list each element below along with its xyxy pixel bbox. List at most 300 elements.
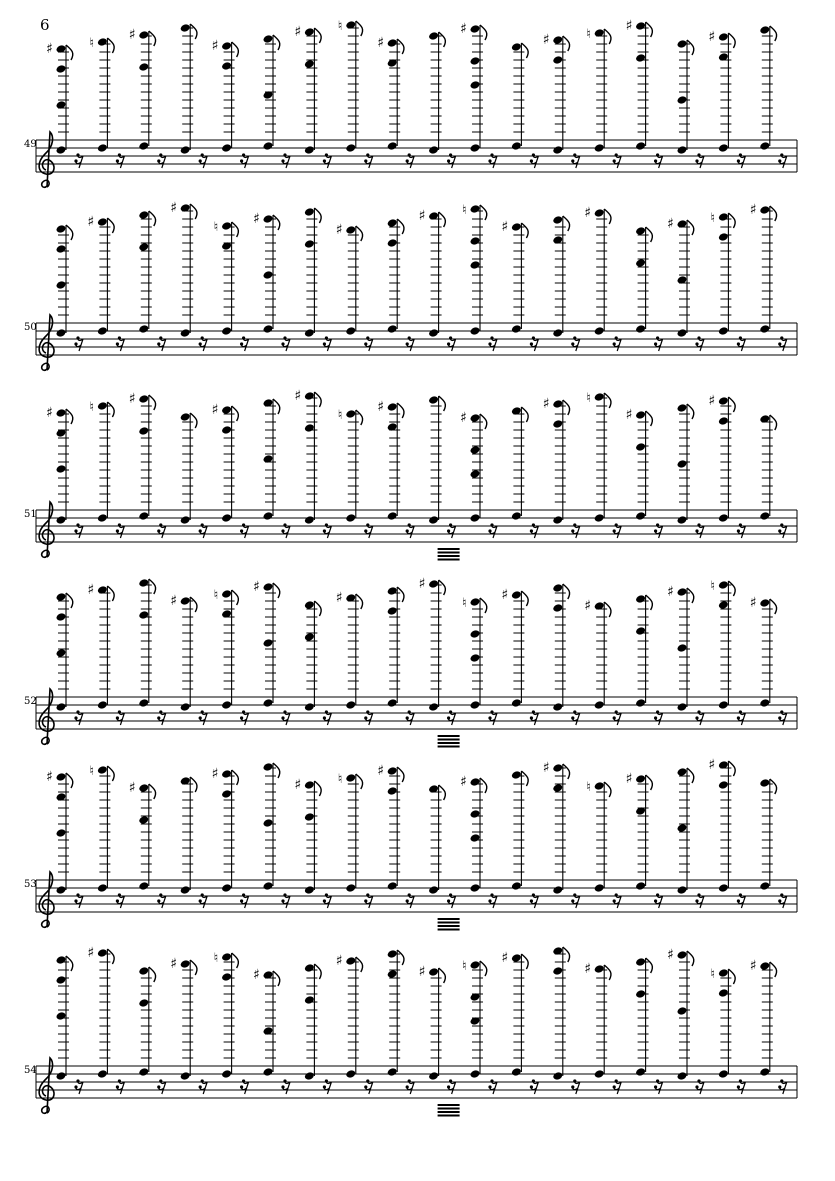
rest-dot — [116, 342, 119, 345]
rest-dot — [366, 153, 369, 156]
rest-dot — [532, 1079, 535, 1082]
notehead — [470, 260, 481, 270]
rest-dot — [76, 893, 79, 896]
sharp-icon: ♯ — [749, 958, 757, 974]
natural-icon: ♮ — [462, 596, 467, 611]
rest-dot — [449, 893, 452, 896]
rest-dot — [780, 1079, 783, 1082]
sharp-icon: ♯ — [211, 766, 219, 782]
notehead — [56, 828, 67, 838]
notehead — [345, 409, 356, 419]
notehead — [221, 589, 232, 599]
notehead — [97, 765, 108, 775]
rest-dot — [739, 893, 742, 896]
measure-number: 49 — [24, 139, 37, 150]
notehead — [677, 95, 688, 105]
rest-dot — [325, 336, 328, 339]
notehead — [759, 598, 770, 608]
rest-dot — [571, 159, 574, 162]
rest-dot — [118, 336, 121, 339]
notehead — [552, 1071, 563, 1081]
notehead — [552, 763, 563, 773]
note-flag — [66, 225, 73, 240]
notehead — [56, 975, 67, 985]
note-flag — [190, 24, 197, 39]
notehead — [180, 596, 191, 606]
natural-icon: ♮ — [337, 772, 343, 787]
rest-dot — [488, 342, 491, 345]
rest-dot — [157, 716, 160, 719]
notehead — [387, 586, 398, 596]
notehead — [511, 141, 522, 151]
rest-dot — [573, 1079, 576, 1082]
note-flag — [190, 413, 197, 428]
notehead — [470, 960, 481, 970]
note-flag — [521, 223, 528, 238]
note-group — [87, 945, 124, 1094]
notehead — [138, 62, 149, 72]
rest-dot — [74, 342, 77, 345]
note-flag — [439, 396, 446, 411]
note-group — [710, 967, 745, 1094]
note-flag — [563, 216, 570, 231]
notehead — [263, 34, 274, 44]
rest-dot — [532, 153, 535, 156]
notehead — [718, 326, 729, 336]
rest-dot — [201, 336, 204, 339]
notehead — [511, 324, 522, 334]
rest-dot — [199, 159, 202, 162]
rest-dot — [116, 1085, 119, 1088]
notehead — [387, 698, 398, 708]
sharp-icon: ♯ — [584, 205, 591, 221]
notehead — [718, 416, 729, 426]
rest-dot — [488, 899, 491, 902]
rest-dot — [571, 342, 574, 345]
rest-dot — [157, 899, 160, 902]
notehead — [138, 998, 149, 1008]
beam — [438, 746, 460, 748]
notehead — [677, 823, 688, 833]
note-group — [46, 41, 83, 168]
natural-icon: ♮ — [89, 400, 95, 415]
rest-dot — [778, 342, 781, 345]
beam — [438, 929, 460, 931]
note-flag — [728, 581, 735, 596]
notehead — [304, 963, 315, 973]
notehead — [594, 143, 605, 153]
notehead — [138, 30, 149, 40]
notehead — [470, 700, 481, 710]
notehead — [428, 967, 439, 977]
rest-dot — [76, 1079, 79, 1082]
notehead — [635, 324, 646, 334]
rest-dot — [406, 342, 409, 345]
rest-dot — [240, 529, 243, 532]
system-2 — [24, 322, 37, 333]
notehead — [304, 885, 315, 895]
note-flag — [728, 969, 735, 984]
rest-dot — [76, 336, 79, 339]
rest-dot — [199, 529, 202, 532]
sharp-icon: ♯ — [46, 41, 53, 57]
notehead — [428, 885, 439, 895]
notehead — [304, 423, 315, 433]
note-group — [294, 388, 331, 538]
rest-dot — [116, 159, 119, 162]
rest-dot — [615, 1079, 618, 1082]
notehead — [552, 145, 563, 155]
notehead — [594, 326, 605, 336]
rest-dot — [778, 1085, 781, 1088]
rest-dot — [201, 893, 204, 896]
notehead — [511, 881, 522, 891]
notehead — [635, 258, 646, 268]
rest-dot — [406, 529, 409, 532]
rest-dot — [780, 523, 783, 526]
note-group — [214, 951, 249, 1094]
note-flag — [728, 33, 735, 48]
notehead — [677, 515, 688, 525]
notehead — [635, 410, 646, 420]
sharp-icon: ♯ — [377, 763, 384, 779]
note-group — [253, 579, 290, 725]
notehead — [552, 35, 563, 45]
note-group — [253, 967, 290, 1094]
note-group — [263, 762, 290, 908]
note-group — [46, 769, 83, 908]
rest-dot — [695, 1085, 698, 1088]
rest-dot — [737, 899, 740, 902]
note-group — [635, 226, 662, 351]
sharp-icon: ♯ — [667, 584, 674, 600]
notehead — [221, 700, 232, 710]
notehead — [677, 39, 688, 49]
rest-dot — [532, 336, 535, 339]
notehead — [138, 815, 149, 825]
measure-number: 54 — [24, 1065, 37, 1076]
notehead — [470, 629, 481, 639]
rest-dot — [366, 893, 369, 896]
rest-dot — [281, 716, 284, 719]
note-flag — [149, 579, 156, 594]
rest-dot — [408, 710, 411, 713]
notehead — [718, 700, 729, 710]
rest-dot — [697, 1079, 700, 1082]
note-group — [304, 207, 331, 351]
rest-dot — [364, 899, 367, 902]
natural-icon: ♮ — [337, 408, 343, 423]
rest-dot — [159, 523, 162, 526]
notehead — [304, 812, 315, 822]
notehead — [428, 395, 439, 405]
notehead — [97, 37, 108, 47]
note-flag — [107, 766, 114, 781]
note-flag — [314, 781, 321, 796]
note-group — [677, 767, 704, 908]
sharp-icon: ♯ — [211, 402, 219, 418]
notehead — [56, 64, 67, 74]
note-flag — [770, 599, 777, 614]
notehead — [138, 881, 149, 891]
note-flag — [439, 968, 446, 983]
note-flag — [107, 218, 114, 233]
notehead — [594, 208, 605, 218]
notehead — [387, 1067, 398, 1077]
notehead — [263, 141, 274, 151]
notehead — [470, 833, 481, 843]
note-flag — [728, 397, 735, 412]
notehead — [97, 1069, 108, 1079]
notehead — [635, 594, 646, 604]
notehead — [470, 1069, 481, 1079]
rest-dot — [780, 336, 783, 339]
notehead — [635, 957, 646, 967]
note-group — [708, 757, 745, 908]
rest-dot — [118, 893, 121, 896]
note-flag — [563, 764, 570, 779]
rest-dot — [76, 153, 79, 156]
rest-dot — [530, 1085, 533, 1088]
sharp-icon: ♯ — [501, 219, 509, 235]
note-group — [501, 587, 538, 725]
notehead — [511, 1067, 522, 1077]
sharp-icon: ♯ — [170, 200, 177, 216]
rest-dot — [573, 336, 576, 339]
notehead — [304, 702, 315, 712]
rest-dot — [615, 153, 618, 156]
rest-dot — [159, 1079, 162, 1082]
notehead — [221, 972, 232, 982]
beam — [438, 1108, 460, 1110]
rest-dot — [530, 159, 533, 162]
rest-dot — [199, 342, 202, 345]
note-group — [759, 25, 786, 168]
note-group — [759, 414, 786, 538]
notehead — [97, 883, 108, 893]
rest-dot — [695, 159, 698, 162]
note-flag — [397, 950, 404, 965]
sharp-icon: ♯ — [667, 216, 674, 232]
rest-dot — [408, 153, 411, 156]
notehead — [97, 513, 108, 523]
notehead — [345, 956, 356, 966]
rest-dot — [695, 529, 698, 532]
note-flag — [232, 953, 239, 968]
rest-dot — [201, 153, 204, 156]
rest-dot — [118, 710, 121, 713]
notehead — [138, 324, 149, 334]
notehead — [221, 221, 232, 231]
sharp-icon: ♯ — [542, 396, 550, 412]
rest-dot — [242, 710, 245, 713]
notehead — [470, 883, 481, 893]
natural-icon: ♮ — [710, 211, 716, 226]
sharp-icon: ♯ — [335, 222, 343, 238]
notehead — [387, 324, 398, 334]
rest-dot — [325, 523, 328, 526]
rest-dot — [157, 342, 160, 345]
rest-dot — [615, 336, 618, 339]
rest-dot — [613, 1085, 616, 1088]
rest-dot — [118, 1079, 121, 1082]
notehead — [594, 964, 605, 974]
note-flag — [397, 403, 404, 418]
system-1 — [24, 139, 37, 150]
note-flag — [149, 395, 156, 410]
notehead — [263, 762, 274, 772]
page-number: 6 — [40, 16, 50, 34]
system-4 — [24, 696, 37, 707]
notehead — [677, 459, 688, 469]
note-group — [338, 19, 373, 168]
beam — [438, 552, 460, 554]
natural-icon: ♮ — [89, 764, 95, 779]
sharp-icon: ♯ — [708, 29, 716, 45]
note-group — [543, 396, 580, 538]
notehead — [97, 217, 108, 227]
sharp-icon: ♯ — [584, 598, 591, 614]
notehead — [304, 145, 315, 155]
rest-dot — [364, 1085, 367, 1088]
rest-dot — [571, 899, 574, 902]
note-group — [462, 203, 497, 351]
notehead — [97, 143, 108, 153]
rest-dot — [530, 529, 533, 532]
note-group — [253, 211, 290, 351]
note-group — [667, 947, 704, 1094]
notehead — [387, 238, 398, 248]
sharp-icon: ♯ — [253, 211, 260, 227]
sharp-icon: ♯ — [294, 388, 302, 404]
notehead — [635, 53, 646, 63]
notehead — [759, 25, 770, 35]
sharp-icon: ♯ — [335, 953, 343, 969]
notehead — [470, 236, 481, 246]
sharp-icon: ♯ — [542, 760, 550, 776]
natural-icon: ♮ — [462, 203, 467, 218]
note-group — [501, 950, 538, 1094]
rest-dot — [74, 716, 77, 719]
beam — [438, 1111, 460, 1113]
rest-dot — [74, 159, 77, 162]
notehead — [470, 413, 481, 423]
note-flag — [563, 584, 570, 599]
sharp-icon: ♯ — [170, 593, 177, 609]
notehead — [428, 145, 439, 155]
sharp-icon: ♯ — [128, 27, 136, 43]
note-flag — [687, 40, 694, 55]
note-flag — [563, 400, 570, 415]
rest-dot — [739, 710, 742, 713]
notehead — [718, 780, 729, 790]
note-group — [138, 578, 165, 725]
notehead — [677, 643, 688, 653]
notehead — [221, 513, 232, 523]
rest-dot — [281, 159, 284, 162]
note-flag — [356, 774, 363, 789]
beam — [438, 1115, 460, 1117]
rest-dot — [656, 893, 659, 896]
rest-dot — [283, 523, 286, 526]
rest-dot — [159, 153, 162, 156]
note-group — [586, 391, 621, 538]
notehead — [56, 145, 67, 155]
notehead — [718, 212, 729, 222]
rest-dot — [695, 899, 698, 902]
notehead — [511, 698, 522, 708]
note-flag — [314, 392, 321, 407]
rest-dot — [364, 529, 367, 532]
note-flag — [190, 597, 197, 612]
rest-dot — [159, 710, 162, 713]
rest-dot — [615, 893, 618, 896]
rest-dot — [697, 153, 700, 156]
beam — [438, 548, 460, 550]
notehead — [263, 818, 274, 828]
notehead — [56, 955, 67, 965]
notehead — [718, 600, 729, 610]
notehead — [304, 27, 315, 37]
natural-icon: ♮ — [337, 19, 343, 34]
notehead — [221, 1069, 232, 1079]
notehead — [635, 774, 646, 784]
notehead — [345, 883, 356, 893]
note-flag — [480, 598, 487, 613]
rest-dot — [739, 153, 742, 156]
notehead — [552, 55, 563, 65]
note-flag — [273, 215, 280, 230]
sharp-icon: ♯ — [294, 24, 302, 40]
notehead — [263, 638, 274, 648]
notehead — [635, 141, 646, 151]
notehead — [718, 968, 729, 978]
beam — [438, 918, 460, 920]
rest-dot — [157, 159, 160, 162]
note-group — [667, 584, 704, 725]
note-group — [377, 763, 414, 908]
rest-dot — [406, 1085, 409, 1088]
sharp-icon: ♯ — [625, 18, 633, 34]
rest-dot — [656, 523, 659, 526]
notehead — [263, 1067, 274, 1077]
notehead — [138, 242, 149, 252]
notehead — [677, 702, 688, 712]
note-flag — [66, 956, 73, 971]
note-flag — [232, 590, 239, 605]
natural-icon: ♮ — [213, 951, 219, 966]
rest-dot — [366, 523, 369, 526]
rest-dot — [654, 716, 657, 719]
notehead — [387, 766, 398, 776]
rest-dot — [654, 529, 657, 532]
natural-icon: ♮ — [586, 780, 591, 795]
notehead — [387, 969, 398, 979]
rest-dot — [281, 342, 284, 345]
notehead — [56, 515, 67, 525]
notehead — [718, 513, 729, 523]
note-group — [710, 579, 745, 725]
natural-icon: ♮ — [586, 27, 591, 42]
note-group — [180, 23, 207, 168]
rest-dot — [654, 342, 657, 345]
staff-49 — [36, 18, 797, 187]
note-flag — [604, 782, 611, 797]
notehead — [511, 770, 522, 780]
rest-dot — [449, 523, 452, 526]
rest-dot — [532, 710, 535, 713]
note-flag — [397, 767, 404, 782]
